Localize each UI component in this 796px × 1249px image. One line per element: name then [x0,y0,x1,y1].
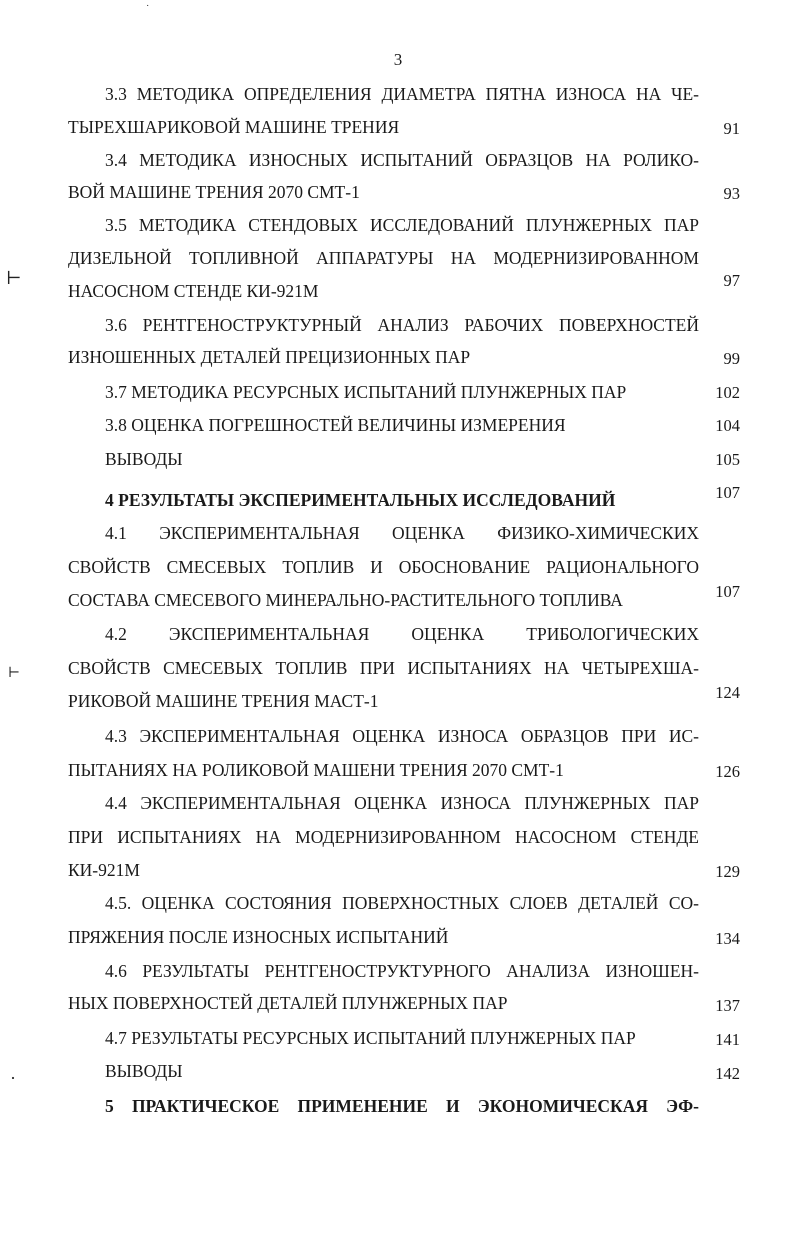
toc-entry-3-6 [68,315,740,375]
toc-entry-line: 4.7 РЕЗУЛЬТАТЫ РЕСУРСНЫХ ИСПЫТАНИЙ ПЛУНЖЕРНЫХ ПАР [105,1028,636,1048]
toc-page-ref: 137 [715,996,740,1015]
toc-entry-line: РИКОВОЙ МАШИНЕ ТРЕНИЯ МАСТ-1 [68,691,379,711]
toc-entry-line: 3.6 РЕНТГЕНОСТРУКТУРНЫЙ АНАЛИЗ РАБОЧИХ ПОВЕРХНОСТЕЙ [105,315,699,335]
margin-mark-dot: ˙ [146,4,150,15]
toc-page-ref: 142 [715,1064,740,1083]
toc-entry-line: ВЫВОДЫ [105,449,183,469]
toc-entry-line: 4.6 РЕЗУЛЬТАТЫ РЕНТГЕНОСТРУКТУРНОГО АНАЛИЗА ИЗНОШЕН- [105,961,699,981]
toc-entry-line: ПРИ ИСПЫТАНИЯХ НА МОДЕРНИЗИРОВАННОМ НАСОСНОМ СТЕНДЕ [68,827,699,847]
toc-entry-line: 4.5. ОЦЕНКА СОСТОЯНИЯ ПОВЕРХНОСТНЫХ СЛОЕВ ДЕТАЛЕЙ СО- [105,893,699,913]
toc-entry-line: 4.4 ЭКСПЕРИМЕНТАЛЬНАЯ ОЦЕНКА ИЗНОСА ПЛУНЖЕРНЫХ ПАР [105,793,699,813]
toc-entry-chapter-5 [68,1096,740,1120]
toc-entry-3-5 [68,215,740,305]
toc-entry-line: ИЗНОШЕННЫХ ДЕТАЛЕЙ ПРЕЦИЗИОННЫХ ПАР [68,347,471,367]
toc-page-ref: 107 [715,582,740,601]
toc-page-ref: 141 [715,1030,740,1049]
toc-entry-line: 4.2 ЭКСПЕРИМЕНТАЛЬНАЯ ОЦЕНКА ТРИБОЛОГИЧЕСКИХ [105,624,699,644]
toc-entry-4-2 [68,624,740,714]
toc-entry-line: 3.5 МЕТОДИКА СТЕНДОВЫХ ИССЛЕДОВАНИЙ ПЛУНЖЕРНЫХ ПАР [105,215,699,235]
toc-entry-4-1 [68,523,740,613]
toc-entry-line: КИ-921М [68,860,140,880]
toc-entry-line: СВОЙСТВ СМЕСЕВЫХ ТОПЛИВ ПРИ ИСПЫТАНИЯХ НА ЧЕТЫРЕХША- [68,658,699,678]
toc-entry-4-3 [68,726,740,786]
toc-entry-line: СОСТАВА СМЕСЕВОГО МИНЕРАЛЬНО-РАСТИТЕЛЬНОГО ТОПЛИВА [68,590,623,610]
toc-entry-3-7 [68,382,740,406]
toc-page-ref: 126 [715,762,740,781]
toc-entry-line: ПЫТАНИЯХ НА РОЛИКОВОЙ МАШЕНИ ТРЕНИЯ 2070 СМТ-1 [68,760,564,780]
toc-page-ref: 97 [723,271,740,290]
toc-entry-3-4 [68,150,740,210]
page-number: 3 [393,50,403,69]
margin-arrow-mark: ⊢ [8,666,21,681]
toc-chapter-title: 5 ПРАКТИЧЕСКОЕ ПРИМЕНЕНИЕ И ЭКОНОМИЧЕСКАЯ ЭФ- [105,1096,699,1116]
toc-entry-3-8 [68,415,740,439]
toc-chapter-title: 4 РЕЗУЛЬТАТЫ ЭКСПЕРИМЕНТАЛЬНЫХ ИССЛЕДОВАНИЙ [105,490,616,510]
toc-entry-line: ВЫВОДЫ [105,1061,183,1081]
toc-entry-conclusions-4 [68,1061,740,1085]
toc-page-ref: 102 [715,383,740,402]
margin-mark-dot: · [10,1068,16,1088]
toc-entry-line: ПРЯЖЕНИЯ ПОСЛЕ ИЗНОСНЫХ ИСПЫТАНИЙ [68,927,449,947]
toc-page-ref: 104 [715,416,740,435]
toc-entry-line: НЫХ ПОВЕРХНОСТЕЙ ДЕТАЛЕЙ ПЛУНЖЕРНЫХ ПАР [68,993,508,1013]
toc-page-ref: 129 [715,862,740,881]
toc-entry-line: СВОЙСТВ СМЕСЕВЫХ ТОПЛИВ И ОБОСНОВАНИЕ РАЦИОНАЛЬНОГО [68,557,699,577]
toc-page-ref: 99 [723,349,740,368]
toc-entry-line: 4.3 ЭКСПЕРИМЕНТАЛЬНАЯ ОЦЕНКА ИЗНОСА ОБРАЗЦОВ ПРИ ИС- [105,726,699,746]
toc-entry-line: ВОЙ МАШИНЕ ТРЕНИЯ 2070 СМТ-1 [68,182,360,202]
margin-arrow-mark: ⊢ [6,268,22,288]
toc-entry-4-5 [68,893,740,953]
toc-entry-chapter-4 [68,485,740,511]
toc-page-ref: 105 [715,450,740,469]
toc-entry-4-6 [68,961,740,1021]
toc-page-ref: 107 [715,483,740,502]
toc-page-ref: 134 [715,929,740,948]
toc-page-ref: 91 [723,119,740,138]
toc-entry-line: 3.4 МЕТОДИКА ИЗНОСНЫХ ИСПЫТАНИЙ ОБРАЗЦОВ НА РОЛИКО- [105,150,699,170]
toc-entry-line: 3.8 ОЦЕНКА ПОГРЕШНОСТЕЙ ВЕЛИЧИНЫ ИЗМЕРЕНИЯ [105,415,566,435]
toc-entry-3-3 [68,84,740,144]
toc-entry-conclusions-3 [68,449,740,473]
toc-entry-line: 3.3 МЕТОДИКА ОПРЕДЕЛЕНИЯ ДИАМЕТРА ПЯТНА ИЗНОСА НА ЧЕ- [105,84,699,104]
toc-entry-line: 4.1 ЭКСПЕРИМЕНТАЛЬНАЯ ОЦЕНКА ФИЗИКО-ХИМИЧЕСКИХ [105,523,699,543]
toc-entry-line: ТЫРЕХШАРИКОВОЙ МАШИНЕ ТРЕНИЯ [68,117,400,137]
toc-page-ref: 93 [723,184,740,203]
toc-entry-4-4 [68,793,740,883]
toc-entry-line: ДИЗЕЛЬНОЙ ТОПЛИВНОЙ АППАРАТУРЫ НА МОДЕРНИЗИРОВАННОМ [68,248,699,268]
toc-entry-4-7 [68,1028,740,1052]
toc-page-ref: 124 [715,683,740,702]
toc-entry-line: 3.7 МЕТОДИКА РЕСУРСНЫХ ИСПЫТАНИЙ ПЛУНЖЕРНЫХ ПАР [105,382,627,402]
toc-entry-line: НАСОСНОМ СТЕНДЕ КИ-921М [68,281,319,301]
